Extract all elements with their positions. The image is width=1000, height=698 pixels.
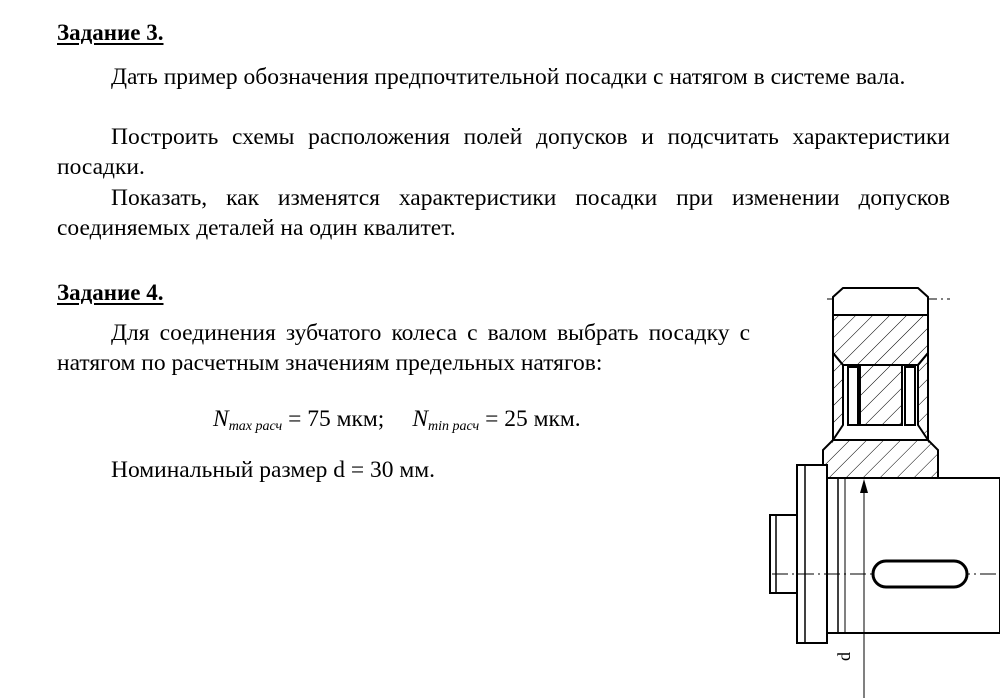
shaft-collar [797, 465, 827, 643]
n-min-subscript: min расч [428, 419, 480, 434]
task3-paragraph-2: Построить схемы расположения полей допусков и подсчитать характеристики посадки. [57, 124, 950, 180]
n-max-subscript: max расч [228, 419, 283, 434]
task3-paragraph-3: Показать, как изменятся характеристики посадки при изменении допусков соединяемых деталей на один квалитет. [57, 185, 950, 241]
dimension-label-d: d [834, 652, 854, 661]
rim-recess-right [905, 367, 915, 425]
n-min-value: = 25 мкм. [485, 406, 581, 432]
gear-rim-right [918, 353, 928, 440]
task4-paragraph-1: Для соединения зубчатого колеса с валом выбрать посадку с натягом по расчетным значениям предельных натягов: [57, 320, 750, 376]
gear-hub-section [823, 440, 938, 478]
gear-rim-section [833, 315, 928, 365]
gear-rim-left [833, 353, 843, 440]
task4-heading: Задание 4. [57, 280, 164, 305]
task3-paragraph-1: Дать пример обозначения предпочтительной посадки с натягом в системе вала. [111, 64, 906, 90]
interference-formula [213, 406, 581, 435]
gear-shaft-drawing [760, 275, 1000, 698]
gear-tooth-outline [833, 288, 928, 315]
shaft-body [823, 478, 1000, 633]
nominal-size: Номинальный размер d = 30 мм. [111, 457, 435, 483]
task3-heading: Задание 3. [57, 20, 164, 45]
n-max-symbol: N [213, 406, 229, 432]
n-min-symbol: N [412, 406, 428, 432]
rim-recess-left [848, 367, 858, 425]
n-max-value: = 75 мкм; [288, 406, 385, 432]
keyway-slot [873, 561, 967, 587]
shaft-end-step [770, 515, 797, 593]
gear-web-section [860, 365, 902, 425]
